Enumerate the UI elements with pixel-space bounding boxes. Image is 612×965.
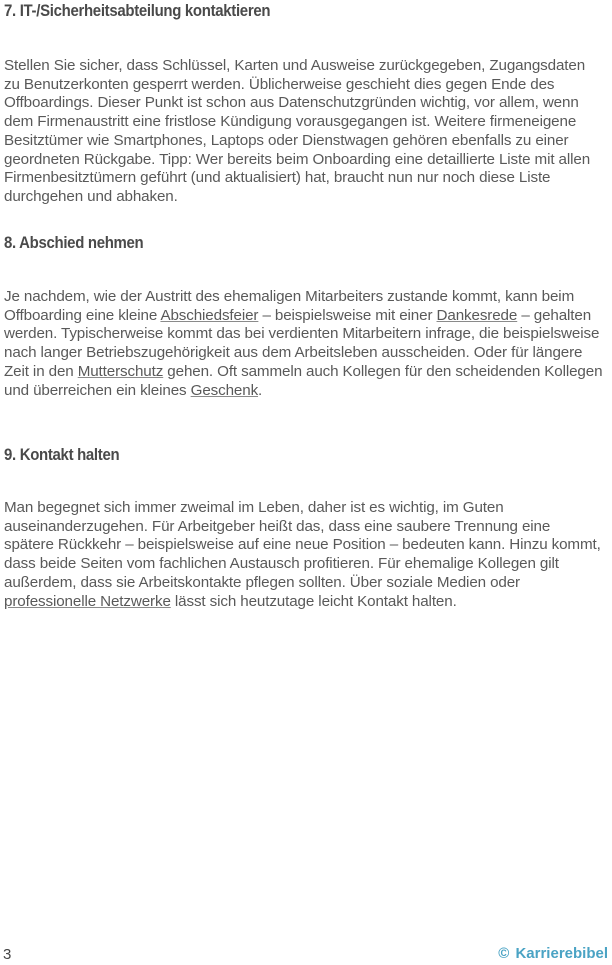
brand-name: Karrierebibel xyxy=(515,945,608,962)
section-8-heading-wrap xyxy=(4,233,604,253)
page-number: 3 xyxy=(3,946,12,963)
section-9-body xyxy=(4,499,604,611)
section-9-heading-wrap xyxy=(4,445,604,465)
section-paragraph: Stellen Sie sicher, dass Schlüssel, Karten und Ausweise zurückgegeben, Zugangsdaten zu Benutzerkonten gesperrt werden. Üblicherweise geschieht dies gegen Ende des Offboardings. Dieser Punkt ist schon aus Datenschutzgründen wichtig, vor allem, wenn dem Firmenaustritt eine fristlose Kündigung vorausgegangen ist. Weitere firmeneigene Besitztümer wie Smartphones, Laptops oder Dienstwagen gehören ebenfalls zu einer geordneten Rückgabe. Tipp: Wer bereits beim Onboarding eine detaillierte Liste mit allen Firmenbesitztümern geführt (und aktualisiert) hat, braucht nun nur noch diese Liste durchgehen und abhaken. xyxy=(4,57,591,205)
paragraph-text: Je nachdem, wie der Austritt des ehemaligen Mitarbeiters zustande kommt, kann beim Offboarding eine kleine xyxy=(4,288,575,324)
section-8-body xyxy=(4,288,604,400)
paragraph-text: – gehalten werden. Typischerweise kommt das bei verdienten Mitarbeitern infrage, die beispielsweise nach langer Betriebszugehörigkeit aus dem Arbeitsleben ausscheiden. Oder für längere Zeit in den xyxy=(4,306,600,380)
link-mutterschutz[interactable]: Mutterschutz xyxy=(77,362,164,380)
footer-brand xyxy=(498,945,608,962)
section-paragraph xyxy=(4,288,604,400)
section-7-heading-wrap xyxy=(4,1,604,21)
link-professionelle-netzwerke[interactable]: professionelle Netzwerke xyxy=(4,592,171,610)
paragraph-text: Man begegnet sich immer zweimal im Leben, daher ist es wichtig, im Guten auseinanderzugehen. Für Arbeitgeber heißt das, dass eine saubere Trennung eine spätere Rückkehr – beispielsweise auf eine neue Position – bedeuten kann. Hinzu kommt, dass beide Seiten vom fachlichen Austausch profitieren. Für ehemalige Kollegen gilt außerdem, dass sie Arbeitskontakte pflegen sollten. Über soziale Medien oder xyxy=(4,499,601,591)
paragraph-text: – beispielsweise mit einer xyxy=(258,306,437,324)
section-heading: 9. Kontakt halten xyxy=(4,445,120,464)
paragraph-text: gehen. Oft sammeln auch Kollegen für den scheidenden Kollegen und überreichen ein kleines xyxy=(4,362,603,399)
section-7-body xyxy=(4,57,604,207)
link-dankesrede[interactable]: Dankesrede xyxy=(436,306,518,324)
paragraph-text: lässt sich heutzutage leicht Kontakt halten. xyxy=(170,592,457,610)
paragraph-text: . xyxy=(258,381,263,399)
section-heading: 8. Abschied nehmen xyxy=(4,233,144,252)
link-geschenk[interactable]: Geschenk xyxy=(190,381,259,399)
copyright-icon: © xyxy=(498,945,510,962)
link-abschiedsfeier[interactable]: Abschiedsfeier xyxy=(160,306,259,324)
section-heading: 7. IT-/Sicherheitsabteilung kontaktieren xyxy=(4,1,271,20)
section-paragraph xyxy=(4,499,604,611)
